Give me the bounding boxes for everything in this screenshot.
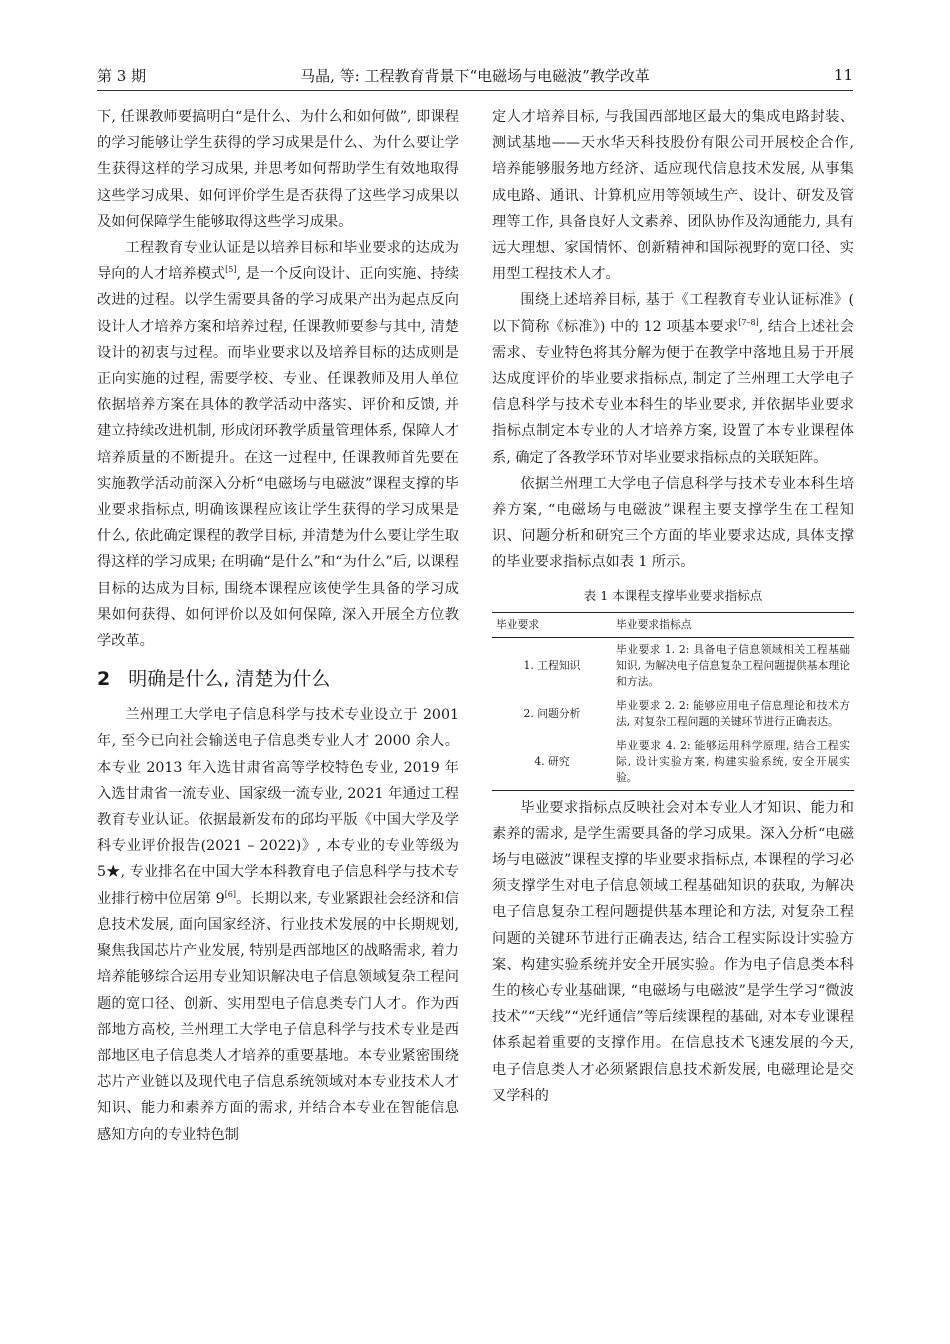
table-row: [492, 694, 854, 734]
paragraph-continued: 下, 任课教师要搞明白“是什么、为什么和如何做”, 即课程的学习能够让学生获得的学习成果是什么、为什么要让学生获得这样的学习成果, 并思考如何帮助学生有效地取得这些学习成果、如何评价学生是否获得了这些学习成果以及如何保障学生能够取得这些学习成果。: [97, 109, 459, 230]
table-cell-indicator: 毕业要求 4. 2: 能够运用科学原理, 结合工程实际, 设计实验方案, 构建实验系统, 安全开展实验。: [616, 738, 850, 784]
table-cell-indicator: 毕业要求 2. 2: 能够应用电子信息理论和技术方法, 对复杂工程问题的关键环节进行正确表达。: [616, 698, 850, 728]
paragraph-course-support: 依据兰州理工大学电子信息科学与技术专业本科生培养方案, “电磁场与电磁波”课程主要支撑学生在工程知识、问题分析和研究三个方面的毕业要求达成, 具体支撑的毕业要求指标点如表 1 所示。: [492, 475, 854, 571]
citation-ref: [6]: [224, 889, 237, 899]
running-header: [97, 60, 853, 91]
paragraph-continued: 定人才培养目标, 与我国西部地区最大的集成电路封装、测试基地——天水华天科技股份有限公司开展校企合作, 培养能够服务地方经济、适应现代信息技术发展, 从事集成电路、通讯、计算机应用等领域生产、设计、研发及管理等工作, 具备良好人文素养、团队协作及沟通能力, 具有远大理想、家国情怀、创新精神和国际视野的宽口径、实用型工程技术人才。: [492, 109, 854, 283]
right-column: [492, 104, 854, 1109]
paragraph-text: 。长期以来, 专业紧跟社会经济和信息技术发展, 面向国家经济、行业技术发展的中长期规划, 聚焦我国芯片产业发展, 特别是西部地区的战略需求, 着力培养能够综合运用专业知识解决电子信息领域复杂工程问题的宽口径、创新、实用型电子信息类专门人才。作为西部地方高校, 兰州理工大学电子信息科学与技术专业是西部地区电子信息类人才培养的重要基地。本专业紧密围绕芯片产业链以及现代电子信息系统领域对本专业技术人才知识、能力和素养方面的需求, 并结合本专业在智能信息感知方向的专业特色制: [97, 890, 459, 1143]
table-caption: 表 1 本课程支撑毕业要求指标点: [583, 587, 763, 603]
section-number: 2: [97, 668, 111, 691]
table-cell-indicator: 毕业要求 1. 2: 具备电子信息领域相关工程基础知识, 为解决电子信息复杂工程问题提供基本理论和方法。: [616, 642, 850, 688]
table-cell-requirement: 4. 研究: [534, 754, 570, 768]
citation-ref: [5]: [225, 265, 237, 275]
section-heading: [97, 664, 459, 694]
citation-ref: [7–8]: [738, 317, 759, 327]
paragraph-text: , 结合上述社会需求、专业特色将其分解为便于在教学中落地且易于开展达成度评价的毕业要求指标点, 制定了兰州理工大学电子信息科学与技术专业本科生的毕业要求, 并依据毕业要求指标点制定本专业的人才培养方案, 设置了本专业课程体系, 确定了各教学环节对毕业要求指标点的关联矩阵。: [492, 318, 854, 466]
left-column: [97, 104, 459, 1148]
section-title: 明确是什么, 清楚为什么: [128, 668, 331, 691]
table-header-cell: 毕业要求: [492, 612, 612, 637]
paragraph-major-intro: [97, 702, 459, 1147]
paragraph-accreditation: [97, 235, 459, 654]
paragraph-text: 围绕上述培养目标, 基于《工程教育专业认证标准》( 以下简称《标准》) 中的 12 项基本要求: [492, 292, 854, 335]
paragraph-analysis: 毕业要求指标点反映社会对本专业人才知识、能力和素养的需求, 是学生需要具备的学习成果。深入分析“电磁场与电磁波”课程支撑的毕业要求指标点, 本课程的学习必须支撑学生对电子信息领域工程基础知识的获取, 为解决电子信息复杂工程问题提供基本理论和方法, 对复杂工程问题的关键环节进行正确表达, 结合工程实际设计实验方案、构建实验系统并安全开展实验。作为电子信息类本科生的核心专业基础课, “电磁场与电磁波”是学生学习“微波技术”“天线”“光纤通信”等后续课程的基础, 对本专业课程体系起着重要的支撑作用。在信息技术飞速发展的今天, 电子信息类人才必须紧跟信息技术新发展, 电磁理论是交叉学科的: [492, 799, 854, 1104]
table-row: [492, 734, 854, 791]
paragraph-text: 工程教育专业认证是以培养目标和毕业要求的达成为导向的人才培养模式: [97, 240, 459, 283]
table-row: [492, 637, 854, 694]
paragraph-standard: [492, 287, 854, 470]
table-cell-requirement: 1. 工程知识: [523, 658, 581, 672]
table-header-row: [492, 612, 854, 637]
page-number: 11: [833, 66, 853, 84]
running-title: 马晶, 等: 工程教育背景下“电磁场与电磁波”教学改革: [300, 66, 650, 85]
issue-label: 第 3 期: [97, 66, 147, 85]
paragraph-text: 兰州理工大学电子信息科学与技术专业设立于 2001 年, 至今已向社会输送电子信息类专业人才 2000 余人。本专业 2013 年入选甘肃省高等学校特色专业, 2019 年入选甘肃省一流专业、国家级一流专业, 2021 年通过工程教育专业认证。依据最新发布的邱均平版《中国大学及学科专业评价报告(2021 – 2022)》, 本专业的专业等级为 5★, 专业排名在中国大学本科教育电子信息科学与技术专业排行榜中位居第 9: [97, 707, 459, 907]
requirements-table: [492, 612, 854, 791]
paragraph-text: , 是一个反向设计、正向实施、持续改进的过程。以学生需要具备的学习成果产出为起点反向设计人才培养方案和培养过程, 任课教师要参与其中, 清楚设计的初衷与过程。而毕业要求以及培养目标的达成则是正向实施的过程, 需要学校、专业、任课教师及用人单位依据培养方案在具体的教学活动中落实、评价和反馈, 并建立持续改进机制, 形成闭环教学质量管理体系, 保障人才培养质量的不断提升。在这一过程中, 任课教师首先要在实施教学活动前深入分析“电磁场与电磁波”课程支撑的毕业要求指标点, 明确该课程应该让学生获得的学习成果是什么, 依此确定课程的教学目标, 并清楚为什么要让学生取得这样的学习成果; 在明确“是什么”和“为什么”后, 以课程目标的达成为目标, 围绕本课程应该使学生具备的学习成果如何获得、如何评价以及如何保障, 深入开展全方位教学改革。: [97, 266, 459, 650]
table-header-cell: 毕业要求指标点: [612, 612, 854, 637]
table-cell-requirement: 2. 问题分析: [523, 706, 581, 720]
